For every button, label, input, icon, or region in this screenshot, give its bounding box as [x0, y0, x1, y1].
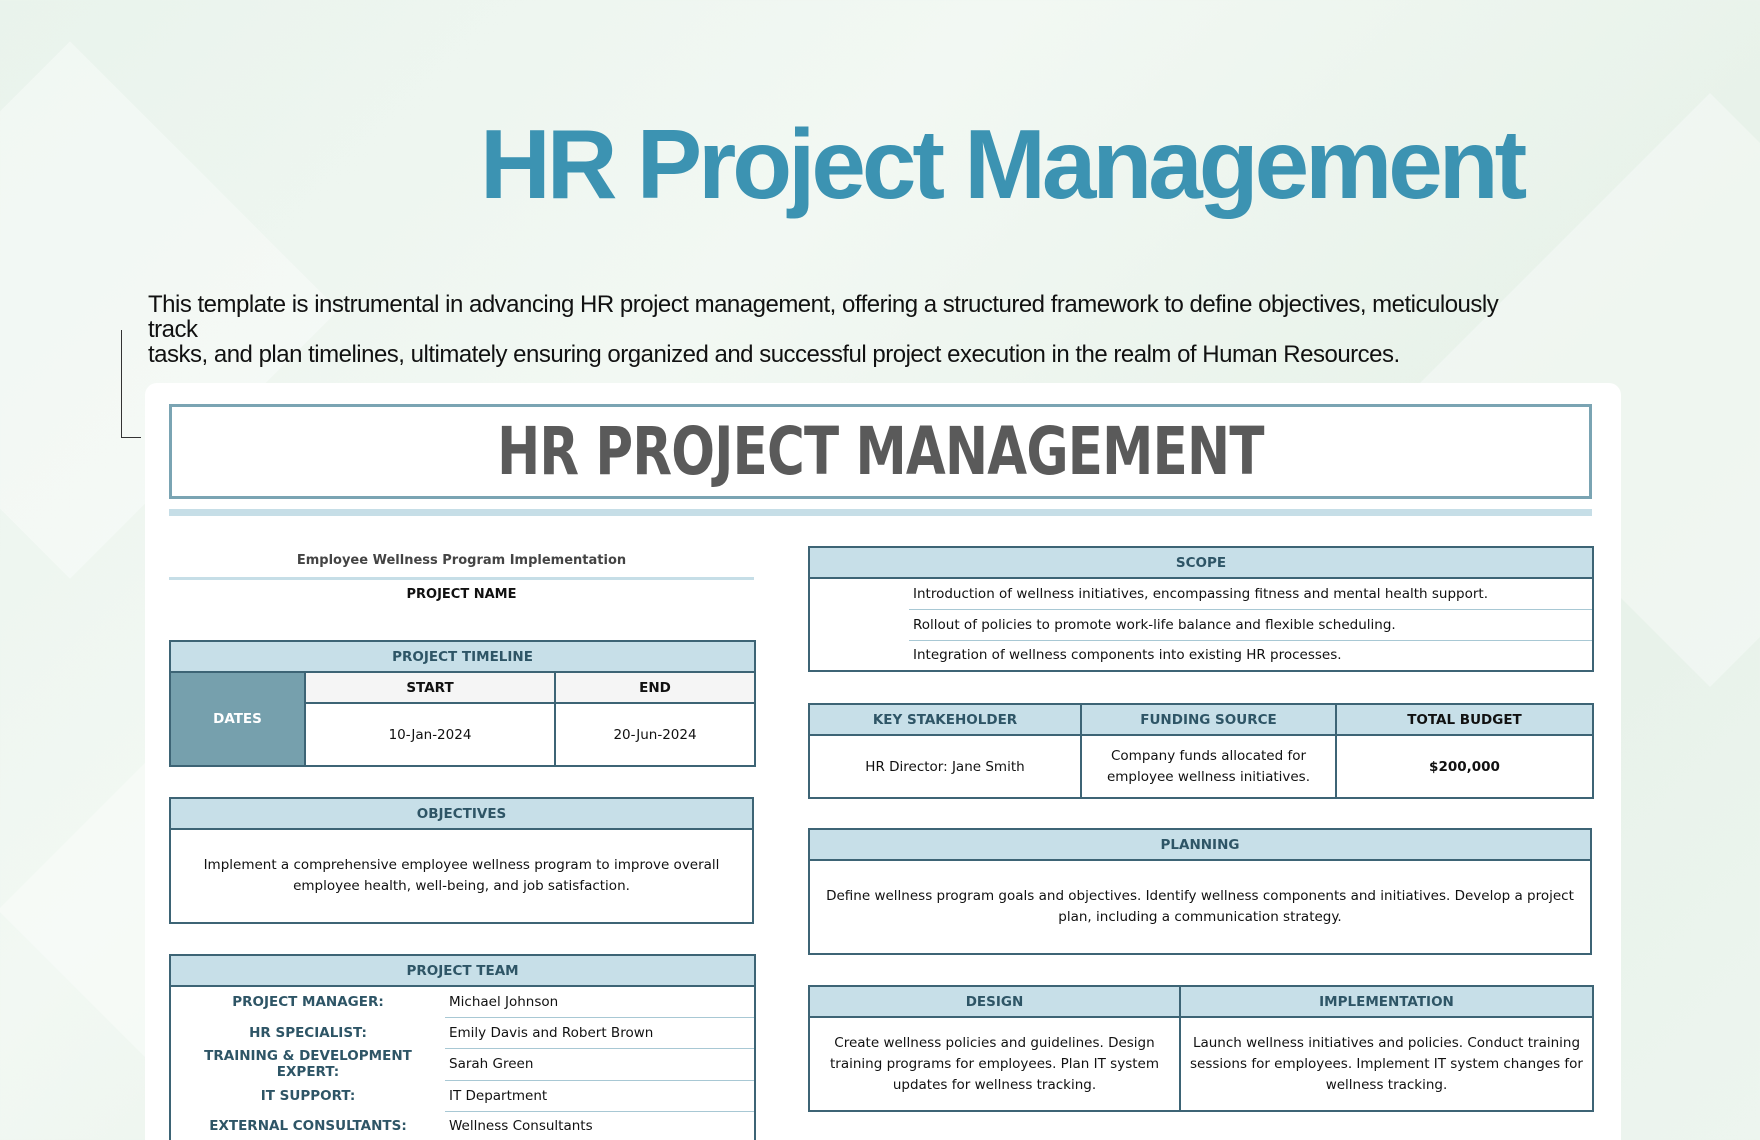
- scope-item: Introduction of wellness initiatives, encompassing fitness and mental health support.: [909, 578, 1593, 609]
- bracket-decoration: [121, 330, 141, 438]
- scope-table: [808, 546, 1594, 672]
- stakeholder-header: KEY STAKEHOLDER: [809, 704, 1081, 735]
- team-member: Wellness Consultants: [445, 1111, 755, 1140]
- project-name-label: PROJECT NAME: [406, 587, 517, 602]
- team-role: IT SUPPORT:: [170, 1080, 445, 1111]
- team-role: EXTERNAL CONSULTANTS:: [170, 1111, 445, 1140]
- implementation-text: Launch wellness initiatives and policies. Conduct training sessions for employees. Implement IT system changes for wellness tracking.: [1180, 1017, 1593, 1111]
- design-text: Create wellness policies and guidelines. Design training programs for employees. Plan IT system updates for wellness tracking.: [809, 1017, 1180, 1111]
- objectives-header: OBJECTIVES: [170, 798, 753, 829]
- scope-header: SCOPE: [809, 547, 1593, 578]
- funding-header: FUNDING SOURCE: [1081, 704, 1336, 735]
- objectives-table: [169, 797, 754, 924]
- end-date: 20-Jun-2024: [555, 703, 755, 766]
- team-role: PROJECT MANAGER:: [170, 986, 445, 1017]
- project-name-underline: [169, 577, 754, 580]
- start-label: START: [305, 672, 555, 703]
- stakeholder-value: HR Director: Jane Smith: [809, 735, 1081, 798]
- team-member: Michael Johnson: [445, 986, 755, 1017]
- timeline-header: PROJECT TIMELINE: [170, 641, 755, 672]
- objectives-text: Implement a comprehensive employee wellness program to improve overall employee health, well-being, and job satisfaction.: [170, 829, 753, 923]
- team-row: [170, 1048, 755, 1080]
- design-header: DESIGN: [809, 986, 1180, 1017]
- implementation-header: IMPLEMENTATION: [1180, 986, 1593, 1017]
- team-row: [170, 1017, 755, 1048]
- budget-value: $200,000: [1336, 735, 1593, 798]
- title-divider: [169, 509, 1592, 516]
- project-name-value: Employee Wellness Program Implementation: [296, 553, 627, 568]
- team-role: HR SPECIALIST:: [170, 1017, 445, 1048]
- sheet-title-box: [169, 404, 1592, 499]
- team-row: [170, 1111, 755, 1140]
- intro-line: This template is instrumental in advancing HR project management, offering a structured framework to define objectives, meticulously track: [148, 291, 1499, 343]
- planning-table: [808, 828, 1592, 955]
- page-title: HR Project Management: [480, 109, 1524, 219]
- team-member: IT Department: [445, 1080, 755, 1111]
- scope-item: Integration of wellness components into existing HR processes.: [909, 640, 1593, 671]
- team-role: TRAINING & DEVELOPMENT EXPERT:: [170, 1048, 445, 1080]
- project-team-header: PROJECT TEAM: [170, 955, 755, 986]
- start-date: 10-Jan-2024: [305, 703, 555, 766]
- intro-text: [148, 292, 1548, 367]
- budget-table: [808, 703, 1594, 799]
- budget-header: TOTAL BUDGET: [1336, 704, 1593, 735]
- sheet-title: HR PROJECT MANAGEMENT: [497, 413, 1264, 490]
- planning-text: Define wellness program goals and objectives. Identify wellness components and initiatives. Develop a project plan, including a communication strategy.: [809, 860, 1591, 954]
- team-member: Sarah Green: [445, 1048, 755, 1080]
- dates-label: DATES: [170, 672, 305, 766]
- team-row: [170, 986, 755, 1017]
- intro-line: tasks, and plan timelines, ultimately ensuring organized and successful project execution in the realm of Human Resources.: [148, 341, 1400, 368]
- project-team-table: [169, 954, 756, 1140]
- team-row: [170, 1080, 755, 1111]
- timeline-table: [169, 640, 756, 767]
- template-sheet: [145, 383, 1621, 1140]
- end-label: END: [555, 672, 755, 703]
- phases-table: [808, 985, 1594, 1112]
- scope-item: Rollout of policies to promote work-life balance and flexible scheduling.: [909, 609, 1593, 640]
- planning-header: PLANNING: [809, 829, 1591, 860]
- team-member: Emily Davis and Robert Brown: [445, 1017, 755, 1048]
- funding-value: Company funds allocated for employee wellness initiatives.: [1081, 735, 1336, 798]
